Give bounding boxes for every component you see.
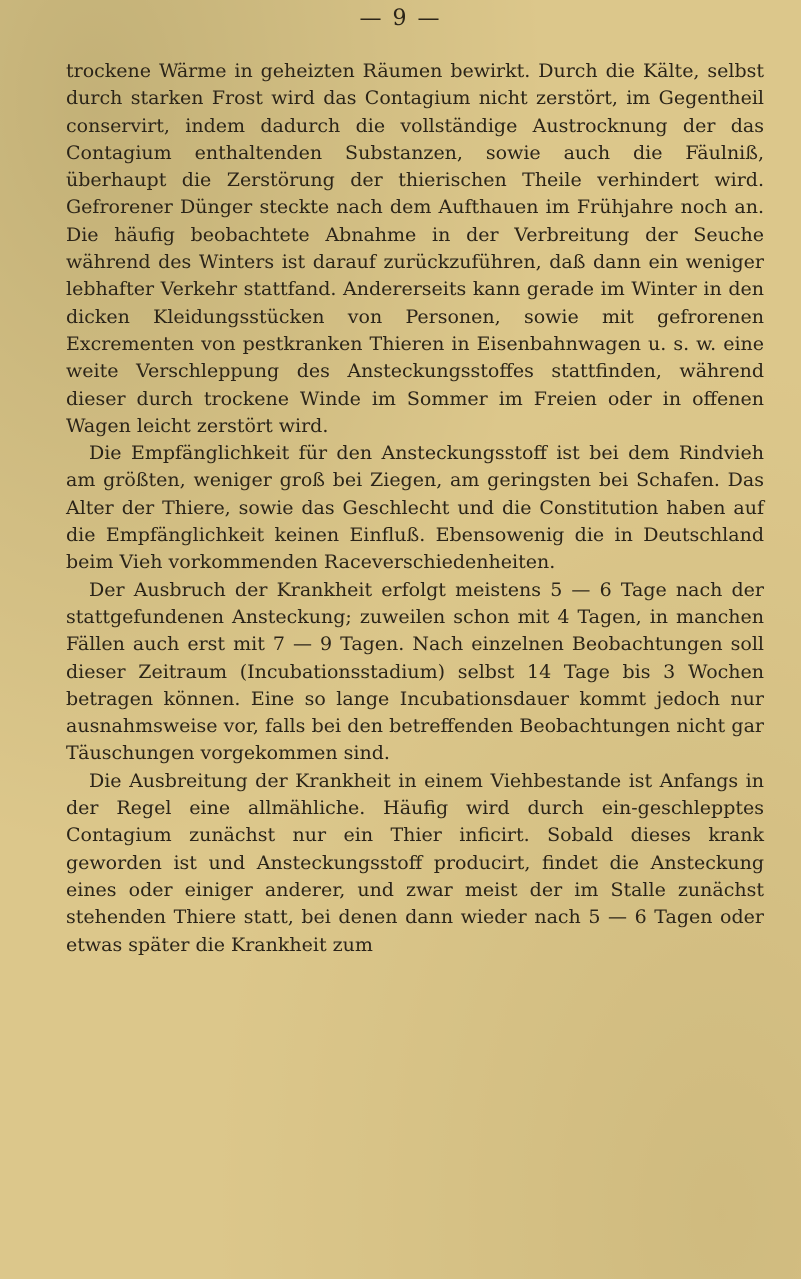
paragraph: Die Empfänglichkeit für den Ansteckungsstoff ist bei dem Rindvieh am größten, weniger groß bei Ziegen, am geringsten bei Schafen. Das Alter der Thiere, sowie das Geschlecht und die Constitution haben auf die Empfänglichkeit keinen Einfluß. Ebensowenig die in Deutschland beim Vieh vorkommenden Raceverschiedenheiten.	[66, 442, 764, 574]
page-body	[66, 58, 764, 959]
paragraph: Der Ausbruch der Krankheit erfolgt meistens 5 — 6 Tage nach der stattgefundenen Ansteckung; zuweilen schon mit 4 Tagen, in manchen Fällen auch erst mit 7 — 9 Tagen. Nach einzelnen Beobachtungen soll dieser Zeitraum (Incubationsstadium) selbst 14 Tage bis 3 Wochen betragen können. Eine so lange Incubationsdauer kommt jedoch nur ausnahmsweise vor, falls bei den betreffenden Beobachtungen nicht gar Täuschungen vorgekommen sind.	[66, 578, 764, 765]
page-number: — 9 —	[359, 6, 442, 31]
paragraph: Die Ausbreitung der Krankheit in einem Viehbestande ist Anfangs in der Regel eine allmähliche. Häufig wird durch ein-geschlepptes Contagium zunächst nur ein Thier inficirt. Sobald dieses krank geworden ist und Ansteckungsstoff producirt, findet die Ansteckung eines oder einiger anderer, und zwar meist der im Stalle zunächst stehenden Thiere statt, bei denen dann wieder nach 5 — 6 Tagen oder etwas später die Krankheit zum	[66, 769, 764, 956]
paragraph: trockene Wärme in geheizten Räumen bewirkt. Durch die Kälte, selbst durch starken Frost wird das Contagium nicht zerstört, im Gegentheil conservirt, indem dadurch die vollständige Austrocknung der das Contagium enthaltenden Substanzen, sowie auch die Fäulniß, überhaupt die Zerstörung der thierischen Theile verhindert wird. Gefrorener Dünger steckte nach dem Aufthauen im Frühjahre noch an. Die häufig beobachtete Abnahme in der Verbreitung der Seuche während des Winters ist darauf zurückzuführen, daß dann ein weniger lebhafter Verkehr stattfand. Andererseits kann gerade im Winter in den dicken Kleidungsstücken von Personen, sowie mit gefrorenen Excrementen von pestkranken Thieren in Eisenbahnwagen u. s. w. eine weite Verschleppung des Ansteckungsstoffes stattfinden, während dieser durch trockene Winde im Sommer im Freien oder in offenen Wagen leicht zerstört wird.	[66, 60, 764, 437]
